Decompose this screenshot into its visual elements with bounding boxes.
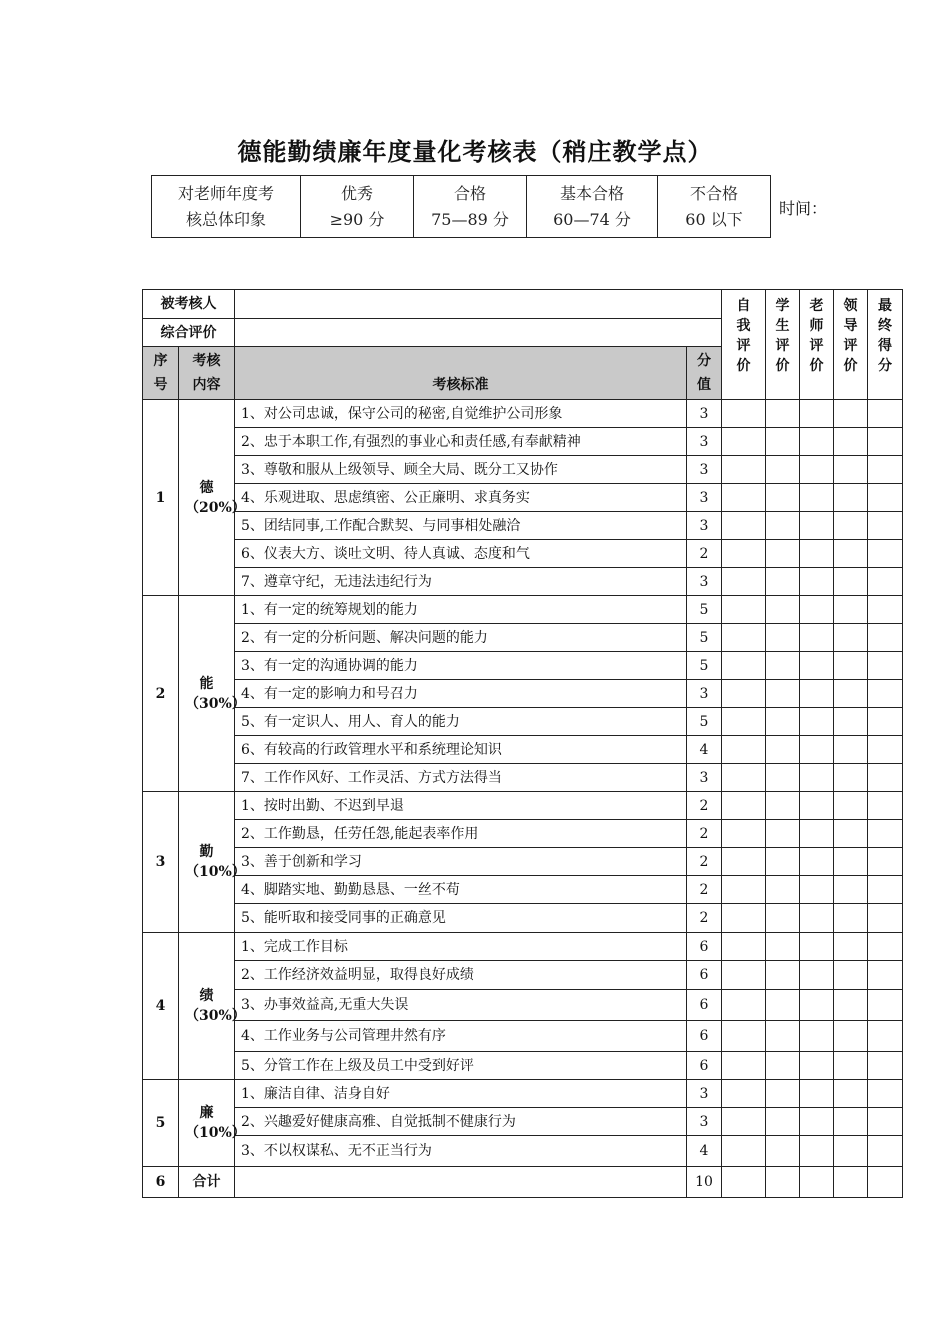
- grade-cell: [301, 176, 414, 238]
- eval-input-cell[interactable]: [834, 512, 868, 540]
- eval-input-cell[interactable]: [834, 624, 868, 652]
- criteria-row: [143, 596, 903, 624]
- eval-input-cell[interactable]: [766, 1021, 800, 1052]
- grade-range: 60—74 分: [553, 209, 631, 229]
- criteria-score: 2: [687, 904, 722, 933]
- eval-input-cell[interactable]: [834, 848, 868, 876]
- criteria-row: [143, 1108, 903, 1136]
- eval-input-cell[interactable]: [868, 792, 903, 820]
- eval-input-cell[interactable]: [722, 876, 766, 904]
- overall-label: 综合评价: [143, 319, 235, 347]
- eval-input-cell[interactable]: [834, 484, 868, 512]
- total-eval-cell[interactable]: [834, 1167, 868, 1198]
- impression-line-1: 对老师年度考: [177, 183, 274, 203]
- criteria-text: 3、不以权谋私、无不正当行为: [235, 1136, 687, 1167]
- eval-input-cell[interactable]: [868, 1136, 903, 1167]
- eval-input-cell[interactable]: [800, 1080, 834, 1108]
- col-seq-header: [143, 347, 179, 400]
- criteria-row: [143, 484, 903, 512]
- eval-input-cell[interactable]: [800, 820, 834, 848]
- eval-input-cell[interactable]: [722, 904, 766, 933]
- eval-input-cell[interactable]: [722, 1108, 766, 1136]
- time-label: 时间：: [779, 199, 828, 218]
- criteria-text: 5、分管工作在上级及员工中受到好评: [235, 1052, 687, 1080]
- eval-input-cell[interactable]: [834, 1052, 868, 1080]
- eval-col-header: [722, 290, 766, 400]
- criteria-row: [143, 876, 903, 904]
- eval-input-cell[interactable]: [766, 792, 800, 820]
- eval-input-cell[interactable]: [722, 540, 766, 568]
- criteria-score: 3: [687, 764, 722, 792]
- criteria-row: [143, 428, 903, 456]
- section-category: [179, 400, 246, 596]
- eval-input-cell[interactable]: [800, 1108, 834, 1136]
- criteria-row: [143, 680, 903, 708]
- eval-input-cell[interactable]: [834, 1021, 868, 1052]
- criteria-score: 3: [687, 568, 722, 596]
- criteria-row: [143, 990, 903, 1021]
- criteria-text: 7、遵章守纪，无违法违纪行为: [235, 568, 687, 596]
- eval-input-cell[interactable]: [834, 708, 868, 736]
- criteria-text: 3、办事效益高,无重大失误: [235, 990, 687, 1021]
- criteria-row: [143, 792, 903, 820]
- criteria-row: [143, 568, 903, 596]
- criteria-score: 5: [687, 624, 722, 652]
- criteria-text: 4、乐观进取、思虑缜密、公正廉明、求真务实: [235, 484, 687, 512]
- eval-input-cell[interactable]: [800, 1021, 834, 1052]
- criteria-score: 3: [687, 400, 722, 428]
- criteria-score: 3: [687, 456, 722, 484]
- criteria-row: [143, 848, 903, 876]
- eval-input-cell[interactable]: [766, 1108, 800, 1136]
- criteria-text: 4、脚踏实地、勤勤恳恳、一丝不苟: [235, 876, 687, 904]
- eval-input-cell[interactable]: [800, 961, 834, 990]
- impression-line-2: 核总体印象: [185, 209, 266, 229]
- grade-cell: [658, 176, 771, 238]
- eval-input-cell[interactable]: [868, 428, 903, 456]
- criteria-row: [143, 933, 903, 961]
- eval-col-header: [766, 290, 800, 400]
- eval-col-label: 老师评价: [809, 298, 824, 374]
- criteria-text: 1、完成工作目标: [235, 933, 687, 961]
- eval-input-cell[interactable]: [800, 933, 834, 961]
- eval-input-cell[interactable]: [800, 568, 834, 596]
- eval-input-cell[interactable]: [766, 400, 800, 428]
- criteria-score: 5: [687, 708, 722, 736]
- examinee-label: 被考核人: [143, 290, 235, 319]
- total-row: [143, 1167, 903, 1198]
- grade-name: 不合格: [689, 183, 738, 203]
- total-number: 6: [143, 1167, 179, 1198]
- criteria-score: 2: [687, 540, 722, 568]
- eval-input-cell[interactable]: [766, 512, 800, 540]
- criteria-text: 1、对公司忠诚，保守公司的秘密,自觉维护公司形象: [235, 400, 687, 428]
- eval-col-label: 学生评价: [775, 298, 790, 374]
- eval-input-cell[interactable]: [800, 540, 834, 568]
- total-eval-cell[interactable]: [800, 1167, 834, 1198]
- eval-input-cell[interactable]: [868, 1052, 903, 1080]
- criteria-score: 4: [687, 1136, 722, 1167]
- criteria-row: [143, 736, 903, 764]
- eval-input-cell[interactable]: [722, 961, 766, 990]
- criteria-score: 3: [687, 680, 722, 708]
- eval-input-cell[interactable]: [834, 792, 868, 820]
- criteria-score: 3: [687, 428, 722, 456]
- section-number: 4: [143, 933, 179, 1080]
- criteria-row: [143, 652, 903, 680]
- criteria-text: 2、忠于本职工作,有强烈的事业心和责任感,有奉献精神: [235, 428, 687, 456]
- eval-input-cell[interactable]: [766, 876, 800, 904]
- section-name: 绩: [199, 988, 214, 1004]
- eval-input-cell[interactable]: [868, 624, 903, 652]
- criteria-text: 7、工作作风好、工作灵活、方式方法得当: [235, 764, 687, 792]
- eval-input-cell[interactable]: [868, 820, 903, 848]
- page-title: 德能勤绩廉年度量化考核表（稍庄教学点）: [237, 137, 713, 166]
- eval-input-cell[interactable]: [766, 764, 800, 792]
- eval-input-cell[interactable]: [722, 1136, 766, 1167]
- criteria-text: 2、有一定的分析问题、解决问题的能力: [235, 624, 687, 652]
- eval-input-cell[interactable]: [722, 400, 766, 428]
- criteria-text: 4、有一定的影响力和号召力: [235, 680, 687, 708]
- grade-range: 60 以下: [685, 209, 743, 229]
- eval-input-cell[interactable]: [722, 680, 766, 708]
- section-number: 2: [143, 596, 179, 792]
- eval-input-cell[interactable]: [834, 1080, 868, 1108]
- eval-input-cell[interactable]: [800, 680, 834, 708]
- eval-input-cell[interactable]: [868, 540, 903, 568]
- col-criteria-header: 考核标准: [235, 347, 687, 400]
- eval-input-cell[interactable]: [800, 512, 834, 540]
- eval-input-cell[interactable]: [868, 1080, 903, 1108]
- criteria-text: 6、仪表大方、谈吐文明、待人真诚、态度和气: [235, 540, 687, 568]
- grade-cell: [414, 176, 527, 238]
- section-number: 1: [143, 400, 179, 596]
- eval-col-header: [868, 290, 903, 400]
- criteria-row: [143, 820, 903, 848]
- grade-scale-table: [151, 175, 771, 238]
- eval-input-cell[interactable]: [766, 961, 800, 990]
- criteria-text: 2、工作经济效益明显，取得良好成绩: [235, 961, 687, 990]
- criteria-score: 2: [687, 820, 722, 848]
- eval-input-cell[interactable]: [722, 456, 766, 484]
- eval-input-cell[interactable]: [722, 708, 766, 736]
- eval-input-cell[interactable]: [800, 428, 834, 456]
- eval-input-cell[interactable]: [868, 400, 903, 428]
- eval-input-cell[interactable]: [868, 1021, 903, 1052]
- criteria-row: [143, 961, 903, 990]
- col-content-header-label: 考核内容: [192, 353, 221, 393]
- criteria-text: 1、按时出勤、不迟到早退: [235, 792, 687, 820]
- eval-input-cell[interactable]: [722, 933, 766, 961]
- criteria-row: [143, 1021, 903, 1052]
- grade-name: 合格: [453, 183, 486, 203]
- eval-col-label: 最终得分: [878, 298, 892, 374]
- eval-input-cell[interactable]: [766, 624, 800, 652]
- eval-input-cell[interactable]: [766, 736, 800, 764]
- criteria-row: [143, 904, 903, 933]
- assessment-table: [142, 289, 903, 1198]
- criteria-row: [143, 764, 903, 792]
- eval-input-cell[interactable]: [722, 1052, 766, 1080]
- criteria-score: 2: [687, 848, 722, 876]
- eval-input-cell[interactable]: [766, 990, 800, 1021]
- eval-input-cell[interactable]: [766, 1136, 800, 1167]
- eval-input-cell[interactable]: [800, 876, 834, 904]
- eval-input-cell[interactable]: [834, 764, 868, 792]
- criteria-score: 3: [687, 512, 722, 540]
- section-name: 能: [199, 675, 214, 692]
- section-percent: （10%）: [185, 1125, 246, 1141]
- section-number: 3: [143, 792, 179, 933]
- section-percent: （20%）: [185, 499, 246, 516]
- eval-input-cell[interactable]: [834, 400, 868, 428]
- criteria-row: [143, 1080, 903, 1108]
- eval-input-cell[interactable]: [800, 1052, 834, 1080]
- criteria-row: [143, 708, 903, 736]
- eval-input-cell[interactable]: [722, 990, 766, 1021]
- criteria-row: [143, 400, 903, 428]
- col-seq-header-label: 序号: [153, 353, 168, 393]
- eval-input-cell[interactable]: [868, 736, 903, 764]
- criteria-text: 1、有一定的统筹规划的能力: [235, 596, 687, 624]
- eval-input-cell[interactable]: [766, 540, 800, 568]
- criteria-text: 3、尊敬和服从上级领导、顾全大局、既分工又协作: [235, 456, 687, 484]
- section-category: [179, 933, 246, 1080]
- eval-col-label: 领导评价: [843, 298, 858, 374]
- eval-input-cell[interactable]: [722, 848, 766, 876]
- eval-input-cell[interactable]: [766, 1080, 800, 1108]
- total-eval-cell[interactable]: [868, 1167, 903, 1198]
- eval-input-cell[interactable]: [766, 568, 800, 596]
- criteria-score: 4: [687, 736, 722, 764]
- criteria-row: [143, 540, 903, 568]
- eval-input-cell[interactable]: [834, 540, 868, 568]
- eval-input-cell[interactable]: [800, 400, 834, 428]
- eval-input-cell[interactable]: [868, 1108, 903, 1136]
- section-name: 勤: [199, 844, 214, 860]
- examinee-field[interactable]: [235, 290, 722, 319]
- eval-input-cell[interactable]: [722, 792, 766, 820]
- criteria-score: 2: [687, 876, 722, 904]
- criteria-score: 5: [687, 652, 722, 680]
- criteria-text: 3、有一定的沟通协调的能力: [235, 652, 687, 680]
- eval-input-cell[interactable]: [722, 484, 766, 512]
- eval-input-cell[interactable]: [800, 624, 834, 652]
- criteria-text: 5、有一定识人、用人、育人的能力: [235, 708, 687, 736]
- eval-input-cell[interactable]: [800, 736, 834, 764]
- eval-input-cell[interactable]: [868, 708, 903, 736]
- eval-input-cell[interactable]: [868, 848, 903, 876]
- eval-input-cell[interactable]: [800, 484, 834, 512]
- section-name: 德: [199, 479, 214, 496]
- eval-col-header: [834, 290, 868, 400]
- section-category: [179, 792, 246, 933]
- col-score-header-label: 分值: [697, 353, 711, 393]
- eval-input-cell[interactable]: [868, 512, 903, 540]
- eval-col-header: [800, 290, 834, 400]
- eval-input-cell[interactable]: [800, 764, 834, 792]
- section-percent: （10%）: [185, 864, 246, 880]
- eval-input-cell[interactable]: [834, 680, 868, 708]
- criteria-score: 6: [687, 990, 722, 1021]
- criteria-text: 4、工作业务与公司管理井然有序: [235, 1021, 687, 1052]
- criteria-text: 5、团结同事,工作配合默契、与同事相处融洽: [235, 512, 687, 540]
- eval-input-cell[interactable]: [868, 568, 903, 596]
- section-percent: （30%）: [185, 1008, 246, 1024]
- eval-input-cell[interactable]: [800, 596, 834, 624]
- eval-input-cell[interactable]: [722, 652, 766, 680]
- eval-input-cell[interactable]: [722, 624, 766, 652]
- eval-input-cell[interactable]: [834, 456, 868, 484]
- criteria-score: 5: [687, 596, 722, 624]
- eval-input-cell[interactable]: [834, 933, 868, 961]
- criteria-text: 1、廉洁自律、洁身自好: [235, 1080, 687, 1108]
- criteria-row: [143, 512, 903, 540]
- criteria-row: [143, 456, 903, 484]
- eval-input-cell[interactable]: [868, 904, 903, 933]
- grade-name: 优秀: [340, 183, 373, 203]
- eval-col-label: 自我评价: [736, 298, 751, 374]
- eval-input-cell[interactable]: [800, 456, 834, 484]
- eval-input-cell[interactable]: [834, 820, 868, 848]
- section-percent: （30%）: [185, 695, 246, 712]
- eval-input-cell[interactable]: [868, 652, 903, 680]
- eval-input-cell[interactable]: [800, 904, 834, 933]
- eval-input-cell[interactable]: [766, 933, 800, 961]
- col-score-header: [687, 347, 722, 400]
- total-score: 10: [687, 1167, 722, 1198]
- eval-input-cell[interactable]: [766, 652, 800, 680]
- criteria-score: 6: [687, 933, 722, 961]
- eval-input-cell[interactable]: [868, 876, 903, 904]
- eval-input-cell[interactable]: [766, 904, 800, 933]
- criteria-score: 6: [687, 961, 722, 990]
- eval-input-cell[interactable]: [766, 456, 800, 484]
- grade-range: ≥90 分: [329, 209, 385, 229]
- eval-input-cell[interactable]: [722, 568, 766, 596]
- criteria-text: 3、善于创新和学习: [235, 848, 687, 876]
- eval-input-cell[interactable]: [800, 990, 834, 1021]
- criteria-row: [143, 1052, 903, 1080]
- eval-input-cell[interactable]: [834, 652, 868, 680]
- criteria-score: 3: [687, 1108, 722, 1136]
- eval-input-cell[interactable]: [868, 484, 903, 512]
- eval-input-cell[interactable]: [834, 1108, 868, 1136]
- eval-input-cell[interactable]: [722, 764, 766, 792]
- eval-input-cell[interactable]: [868, 933, 903, 961]
- criteria-text: 2、工作勤恳，任劳任怨,能起表率作用: [235, 820, 687, 848]
- eval-input-cell[interactable]: [834, 961, 868, 990]
- eval-input-cell[interactable]: [722, 1021, 766, 1052]
- criteria-score: 3: [687, 484, 722, 512]
- section-category: [179, 1080, 246, 1167]
- total-criteria: [235, 1167, 687, 1198]
- col-content-header: [179, 347, 235, 400]
- criteria-text: 5、能听取和接受同事的正确意见: [235, 904, 687, 933]
- eval-input-cell[interactable]: [722, 512, 766, 540]
- section-category: [179, 596, 246, 792]
- eval-input-cell[interactable]: [722, 428, 766, 456]
- eval-input-cell[interactable]: [800, 792, 834, 820]
- impression-label: [152, 176, 301, 238]
- grade-range: 75—89 分: [431, 209, 509, 229]
- eval-input-cell[interactable]: [722, 596, 766, 624]
- eval-input-cell[interactable]: [868, 456, 903, 484]
- eval-input-cell[interactable]: [800, 1136, 834, 1167]
- eval-input-cell[interactable]: [722, 1080, 766, 1108]
- overall-field[interactable]: [235, 319, 722, 347]
- eval-input-cell[interactable]: [766, 596, 800, 624]
- total-label: 合计: [179, 1167, 235, 1198]
- criteria-score: 2: [687, 792, 722, 820]
- eval-input-cell[interactable]: [766, 1052, 800, 1080]
- eval-input-cell[interactable]: [766, 820, 800, 848]
- eval-input-cell[interactable]: [834, 736, 868, 764]
- criteria-text: 2、兴趣爱好健康高雅、自觉抵制不健康行为: [235, 1108, 687, 1136]
- total-eval-cell[interactable]: [766, 1167, 800, 1198]
- eval-input-cell[interactable]: [868, 764, 903, 792]
- criteria-text: 6、有较高的行政管理水平和系统理论知识: [235, 736, 687, 764]
- eval-input-cell[interactable]: [834, 904, 868, 933]
- criteria-score: 6: [687, 1021, 722, 1052]
- criteria-score: 3: [687, 1080, 722, 1108]
- section-number: 5: [143, 1080, 179, 1167]
- grade-cell: [527, 176, 658, 238]
- eval-input-cell[interactable]: [766, 848, 800, 876]
- eval-input-cell[interactable]: [800, 848, 834, 876]
- eval-input-cell[interactable]: [834, 1136, 868, 1167]
- eval-input-cell[interactable]: [766, 708, 800, 736]
- eval-input-cell[interactable]: [766, 428, 800, 456]
- eval-input-cell[interactable]: [868, 990, 903, 1021]
- criteria-row: [143, 624, 903, 652]
- criteria-row: [143, 1136, 903, 1167]
- eval-input-cell[interactable]: [834, 428, 868, 456]
- criteria-score: 6: [687, 1052, 722, 1080]
- eval-input-cell[interactable]: [800, 708, 834, 736]
- eval-input-cell[interactable]: [868, 680, 903, 708]
- eval-input-cell[interactable]: [800, 652, 834, 680]
- eval-input-cell[interactable]: [766, 484, 800, 512]
- eval-input-cell[interactable]: [722, 736, 766, 764]
- eval-input-cell[interactable]: [868, 596, 903, 624]
- eval-input-cell[interactable]: [868, 961, 903, 990]
- eval-input-cell[interactable]: [766, 680, 800, 708]
- eval-input-cell[interactable]: [834, 990, 868, 1021]
- eval-input-cell[interactable]: [834, 596, 868, 624]
- eval-input-cell[interactable]: [834, 876, 868, 904]
- eval-input-cell[interactable]: [834, 568, 868, 596]
- eval-input-cell[interactable]: [722, 820, 766, 848]
- section-name: 廉: [199, 1105, 214, 1121]
- total-eval-cell[interactable]: [722, 1167, 766, 1198]
- grade-name: 基本合格: [559, 183, 624, 203]
